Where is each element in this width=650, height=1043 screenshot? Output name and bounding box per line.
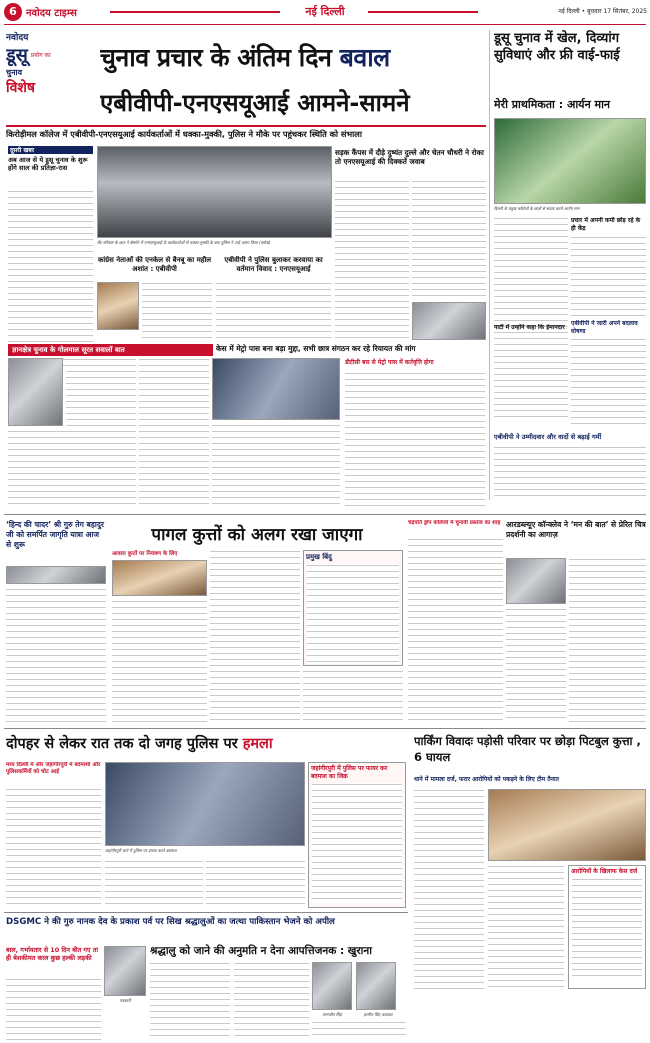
lower-left-head-a: दोपहर से लेकर रात तक दो जगह पुलिस पर: [6, 736, 238, 752]
box2-body: [216, 282, 331, 340]
lead-right-body: [335, 180, 409, 340]
sidebar-col-3: [571, 338, 646, 428]
lower-left-head-b: हमला: [242, 736, 273, 752]
mid-right-head: आरडब्ल्यूए कॉन्क्लेव ने ‘मन की बात’ से प्रेरित चित्र प्रदर्शनी का आगाज़: [506, 520, 646, 539]
section-title: नई दिल्ली: [305, 5, 345, 18]
lower-top-rule: [4, 728, 646, 729]
bottom-left-head: बाल, गर्भावतार से 10 दिन बीत गए ता ही बेशकीमत काल कुछ हल्की लड़की: [6, 946, 99, 962]
metro-body-3: [212, 424, 340, 508]
sidebar-photo-caption: दिल्ली के प्रमुख कॉलेजों के छात्रों से संवाद करते आर्यन मान: [494, 206, 580, 211]
bottom-left-body: [6, 978, 101, 1040]
metro-sub: डीटीसी बस से मेट्रो पास में कर्तवृत्ति होगा: [345, 359, 434, 366]
lead-headline-part-a: चुनाव प्रचार के अंतिम दिन: [100, 43, 332, 72]
sidebar-col-1: [494, 217, 568, 417]
bottom-portrait-2: [312, 962, 352, 1010]
mid-left-body: [6, 588, 106, 722]
lower-left-box-head: जहांगीरपुरी में पुलिस पर फायर कर बदमाश का जिक्र: [311, 765, 388, 780]
lower-left-kicker: मध्य दिल्ली में और जहांगीरपुरी में बदमाशों और पुलिसकर्मियों को चोट आई: [6, 762, 101, 775]
bottom-body-1: [150, 962, 230, 1040]
bottom-portrait-2-caption: परमजीत सिंह: [322, 1012, 342, 1017]
lead-photo-caption: सेंट स्टीफंस के छात्र ने बेसमेंट में एनएसयूआई के कार्यकर्ताओं से धक्का-मुक्की के बाद पुलिस ने उन्हें अलग किया (ब्लॉक): [97, 240, 271, 245]
metro-body-2: [345, 372, 485, 508]
lower-left-head: [6, 733, 406, 757]
box1-body: [142, 282, 212, 340]
lead-photo: [97, 146, 332, 238]
bottom-body-2: [234, 962, 309, 1040]
bottom-body-3: [312, 1021, 406, 1040]
bottom-portrait-1: [104, 946, 146, 996]
dateline: नई दिल्ली • बुधवार 17 सितंबर, 2025: [558, 8, 647, 15]
logo-line-4: विशेष: [6, 80, 36, 96]
sidebar-col-head-1: प्रचार में अपनी कमी छोड़ रहे के ही केंद्र: [571, 217, 641, 232]
key-points-box: [303, 550, 403, 666]
lower-right-box-head: आरोपियों के खिलाफ केस दर्ज: [571, 868, 638, 875]
bottom-head-a: DSGMC ने की गुरु नानक देव के प्रकाश पर्व पर सिख श्रद्धालुओं का जत्था पाकिस्तान भेजने को अपील: [6, 917, 335, 927]
mid-left-head: ‘हिन्द की चादर’ श्री गुरु तेग बहादुर जी को समर्पित जागृति यात्रा आज से शुरू: [6, 520, 104, 549]
lower-left-body-1: [6, 788, 101, 908]
bottom-head-b: श्रद्धालु को जाने की अनुमति न देना आपत्तिजनक : खुराना: [150, 945, 372, 957]
mid-main-body-3: [303, 670, 403, 722]
lower-right-body-1: [414, 789, 484, 989]
lower-left-body-2: [105, 860, 203, 908]
mid-main-photo: [112, 560, 207, 596]
left-column-text-3: [8, 430, 136, 508]
lower-left-box: [308, 762, 406, 908]
masthead-rule-left: [110, 11, 280, 13]
mid-right-body-3: [506, 608, 566, 722]
mid-main-kicker: आवारा कुत्तों पर नियंत्रण के लिए: [112, 551, 178, 557]
election-logo: [6, 30, 86, 122]
lead-headline-2: एबीवीपी-एनएसयूआई आमने-सामने: [100, 89, 410, 117]
lead-headline: [100, 40, 485, 76]
lower-right-head: पार्किंग विवादः पड़ोसी परिवार पर छोड़ा पिटबुल कुत्ता , 6 घायल: [414, 733, 646, 771]
mid-main-body-1: [112, 600, 207, 722]
box2-head: एबीवीपी ने पुलिस बुलाकर करवाया का वर्तमान विवाद : एनएसयूआई: [224, 256, 323, 273]
red-bar-head: ज्ञानक्षेत्र चुनाव के गोलमाल सूरत सवालों बात: [8, 344, 213, 356]
lower-right-kicker: थाने में मामला दर्ज, फरार आरोपियों को पकड़ने के लिए टीम तैनात: [414, 776, 559, 783]
mid-right-body-1: [408, 538, 503, 722]
page-number-badge: 6: [4, 3, 22, 21]
mid-left-photo: [6, 566, 106, 584]
left-column-text-2: [66, 358, 136, 426]
bottom-portrait-3-caption: हरमीत सिंह कालका: [363, 1012, 393, 1017]
mid-top-rule: [4, 514, 646, 515]
mid-main-body-2: [210, 550, 300, 722]
left-crowd-photo: [8, 358, 63, 426]
mid-right-photo: [506, 558, 566, 604]
lead-headline-part-b: बवाल: [339, 43, 390, 72]
logo-line-3: प्रयोग का: [30, 52, 51, 59]
masthead-brand: नवोदय टाइम्स: [26, 8, 77, 19]
lower-left-photo-caption: जहांगीरपुरी थाने में पुलिस पर हमला करते बदमाश: [105, 848, 177, 853]
metro-head: केस में मेट्रो पास बना बड़ा मुद्दा, सभी छात्र संगठन कर रहे रियायत की मांग: [216, 344, 416, 353]
sidebar-subhead: मेरी प्राथमिकता : आर्यन मान: [494, 98, 611, 111]
sidebar-col-head-3: एबीवीपी ने जारी अपने बदलाव घोषणा: [571, 320, 638, 335]
lower-left-body-3: [206, 860, 305, 908]
lead-inset-photo: [412, 302, 486, 340]
bottom-portrait-3: [356, 962, 396, 1010]
lead-subhead: किरोड़ीमल कॉलेज में एबीवीपी-एनएसयूआई कार्यकर्ताओं में धक्का-मुक्की, पुलिस ने मौके पर पहुंचकर स्थिति को संभाला: [6, 125, 486, 139]
lower-left-photo: [105, 762, 305, 846]
masthead-rule-right: [368, 11, 478, 13]
left-kicker: दूसरी खबर: [8, 146, 93, 154]
logo-line-1: नवोदय: [6, 33, 29, 43]
logo-line-2: डूसू: [6, 45, 28, 66]
mid-main-head: पागल कुत्तों को अलग रखा जाएगा: [151, 525, 363, 545]
box1-head: कांग्रेस नेताओं की एनकेल से बैनबू का महौल अशांत : एबीवीपी: [97, 256, 212, 273]
metro-photo: [212, 358, 340, 420]
lower-right-photo: [488, 789, 646, 861]
sidebar-bottom-body: [494, 446, 646, 500]
sidebar-col-head-2: पार्टी में उन्होंने कहा कि ईमानदार: [494, 324, 565, 331]
bottom-top-rule: [4, 912, 408, 913]
logo-line-5: चुनाव: [6, 68, 23, 77]
sidebar-bottom-head: एबीवीपी ने उम्मीदवार और वादों से बढ़ाई गर्मी: [494, 433, 602, 441]
sidebar-headline: डूसू चुनाव में खेल, दिव्यांग सुविधाएं और फ्री वाई-फाई: [494, 31, 620, 63]
left-head: अब आज से ये डूसू चुनाव के शुरू होंगे साल की प्रतिज्ञा-रास: [8, 156, 88, 172]
lower-right-box: [568, 865, 646, 989]
mid-right-body-2: [569, 558, 646, 722]
left-body-text: [8, 190, 93, 370]
box1-photo: [97, 282, 139, 330]
masthead-bottom-rule: [4, 24, 646, 25]
lead-right-head: सड़क कैंपस में दौड़े दुष्यंत दुल्ले और चेतन चौधरी ने रोका तो एनएसयूआई की दिक्कतें जवाब: [335, 148, 484, 166]
lower-right-body-2: [488, 865, 564, 989]
sidebar-col-2: [571, 236, 646, 316]
sidebar-divider: [489, 30, 490, 500]
metro-body-1: [139, 358, 209, 508]
key-points-label: प्रमुख बिंदु: [306, 553, 332, 561]
lead-right-body-2: [412, 180, 486, 300]
sidebar-photo: [494, 118, 646, 204]
bottom-portrait-1-caption: पत्रकारी: [119, 998, 131, 1003]
mid-right-kicker: चंद्रपति ड्रॉप कॉलेजों में चुनावी प्रस्ताव का शाह: [408, 520, 501, 526]
